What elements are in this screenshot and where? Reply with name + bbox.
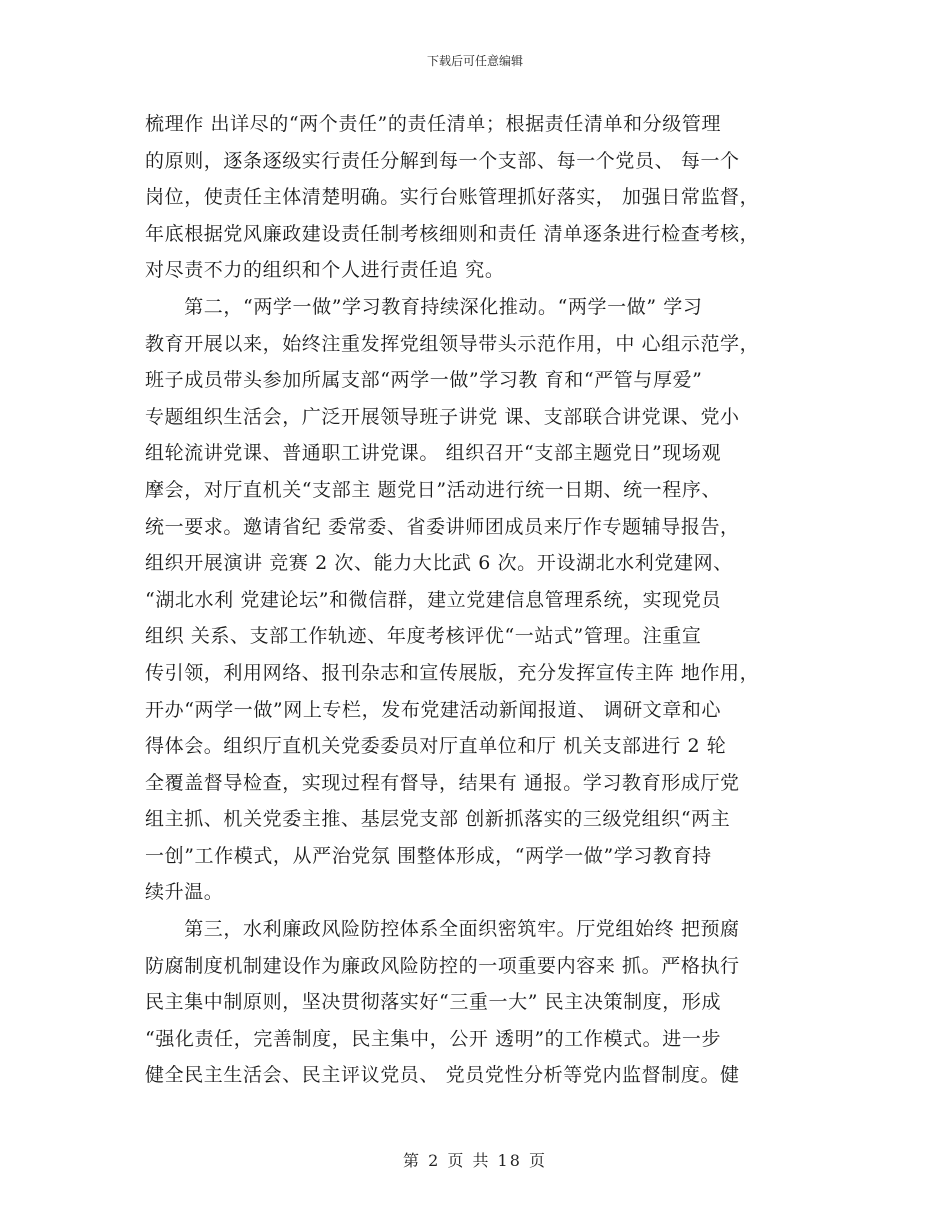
text-line: 开办“两学一做”网上专栏，发布党建活动新闻报道、 调研文章和心	[145, 698, 722, 721]
document-body	[145, 106, 815, 1094]
text-line: 续升温。	[145, 881, 224, 904]
text-line: 对尽责不力的组织和个人进行责任追 究。	[145, 259, 505, 282]
text-line: 得体会。组织厅直机关党委委员对厅直单位和厅 机关支部进行 2 轮	[145, 735, 727, 758]
text-line: 班子成员带头参加所属支部“两学一做”学习教 育和“严管与厚爱”	[145, 369, 703, 392]
text-line: 防腐制度机制建设作为廉政风险防控的一项重要内容来 抓。严格执行	[145, 954, 740, 977]
text-line: 教育开展以来，始终注重发挥党组领导带头示范作用，中 心组示范学，	[145, 332, 760, 355]
page-header: 下载后可任意编辑	[426, 54, 523, 68]
text-line: 梳理作 出详尽的“两个责任”的责任清单；根据责任清单和分级管理	[145, 113, 722, 135]
text-line: 摩会，对厅直机关“支部主 题党日”活动进行统一日期、统一程序、	[145, 478, 722, 501]
text-line: 组主抓、机关党委主推、基层党支部 创新抓落实的三级党组织“两主	[145, 808, 731, 831]
text-line: 年底根据党风廉政建设责任制考核细则和责任 清单逐条进行检查考核，	[145, 222, 760, 245]
text-line: 全覆盖督导检查，实现过程有督导，结果有 通报。学习教育形成厅党	[145, 771, 740, 794]
text-line: “湖北水利 党建论坛”和微信群，建立党建信息管理系统，实现党员	[145, 588, 722, 611]
text-line: 第三，水利廉政风险防控体系全面织密筑牢。厅党组始终 把预腐	[145, 918, 740, 941]
text-line: 第二，“两学一做”学习教育持续深化推动。“两学一做” 学习	[145, 295, 703, 318]
text-line: 组轮流讲党课、普通职工讲党课。 组织召开“支部主题党日”现场观	[145, 442, 722, 465]
text-line: 专题组织生活会，广泛开展领导班子讲党 课、支部联合讲党课、党小	[145, 405, 740, 428]
text-line: 岗位，使责任主体清楚明确。实行台账管理抓好落实， 加强日常监督，	[145, 186, 760, 209]
text-line: 组织开展演讲 竞赛 2 次、能力大比武 6 次。开设湖北水利党建网、	[145, 552, 733, 575]
text-line: 组织 关系、支部工作轨迹、年度考核评优“一站式”管理。注重宣	[145, 625, 702, 648]
page-footer: 第 2 页 共 18 页	[403, 1151, 547, 1170]
text-line: 传引领，利用网络、报刊杂志和宣传展版，充分发挥宣传主阵 地作用，	[145, 661, 760, 684]
text-line: 健全民主生活会、民主评议党员、 党员党性分析等党内监督制度。健	[145, 1064, 740, 1087]
text-line: 的原则，逐条逐级实行责任分解到每一个支部、每一个党员、 每一个	[145, 149, 740, 172]
text-line: 统一要求。邀请省纪 委常委、省委讲师团成员来厅作专题辅导报告，	[145, 515, 740, 538]
text-line: 一创”工作模式，从严治党氛 围整体形成，“两学一做”学习教育持	[145, 844, 712, 867]
text-line: “强化责任，完善制度，民主集中，公开 透明”的工作模式。进一步	[145, 1027, 722, 1050]
text-line: 民主集中制原则，坚决贯彻落实好“三重一大” 民主决策制度，形成	[145, 991, 722, 1014]
